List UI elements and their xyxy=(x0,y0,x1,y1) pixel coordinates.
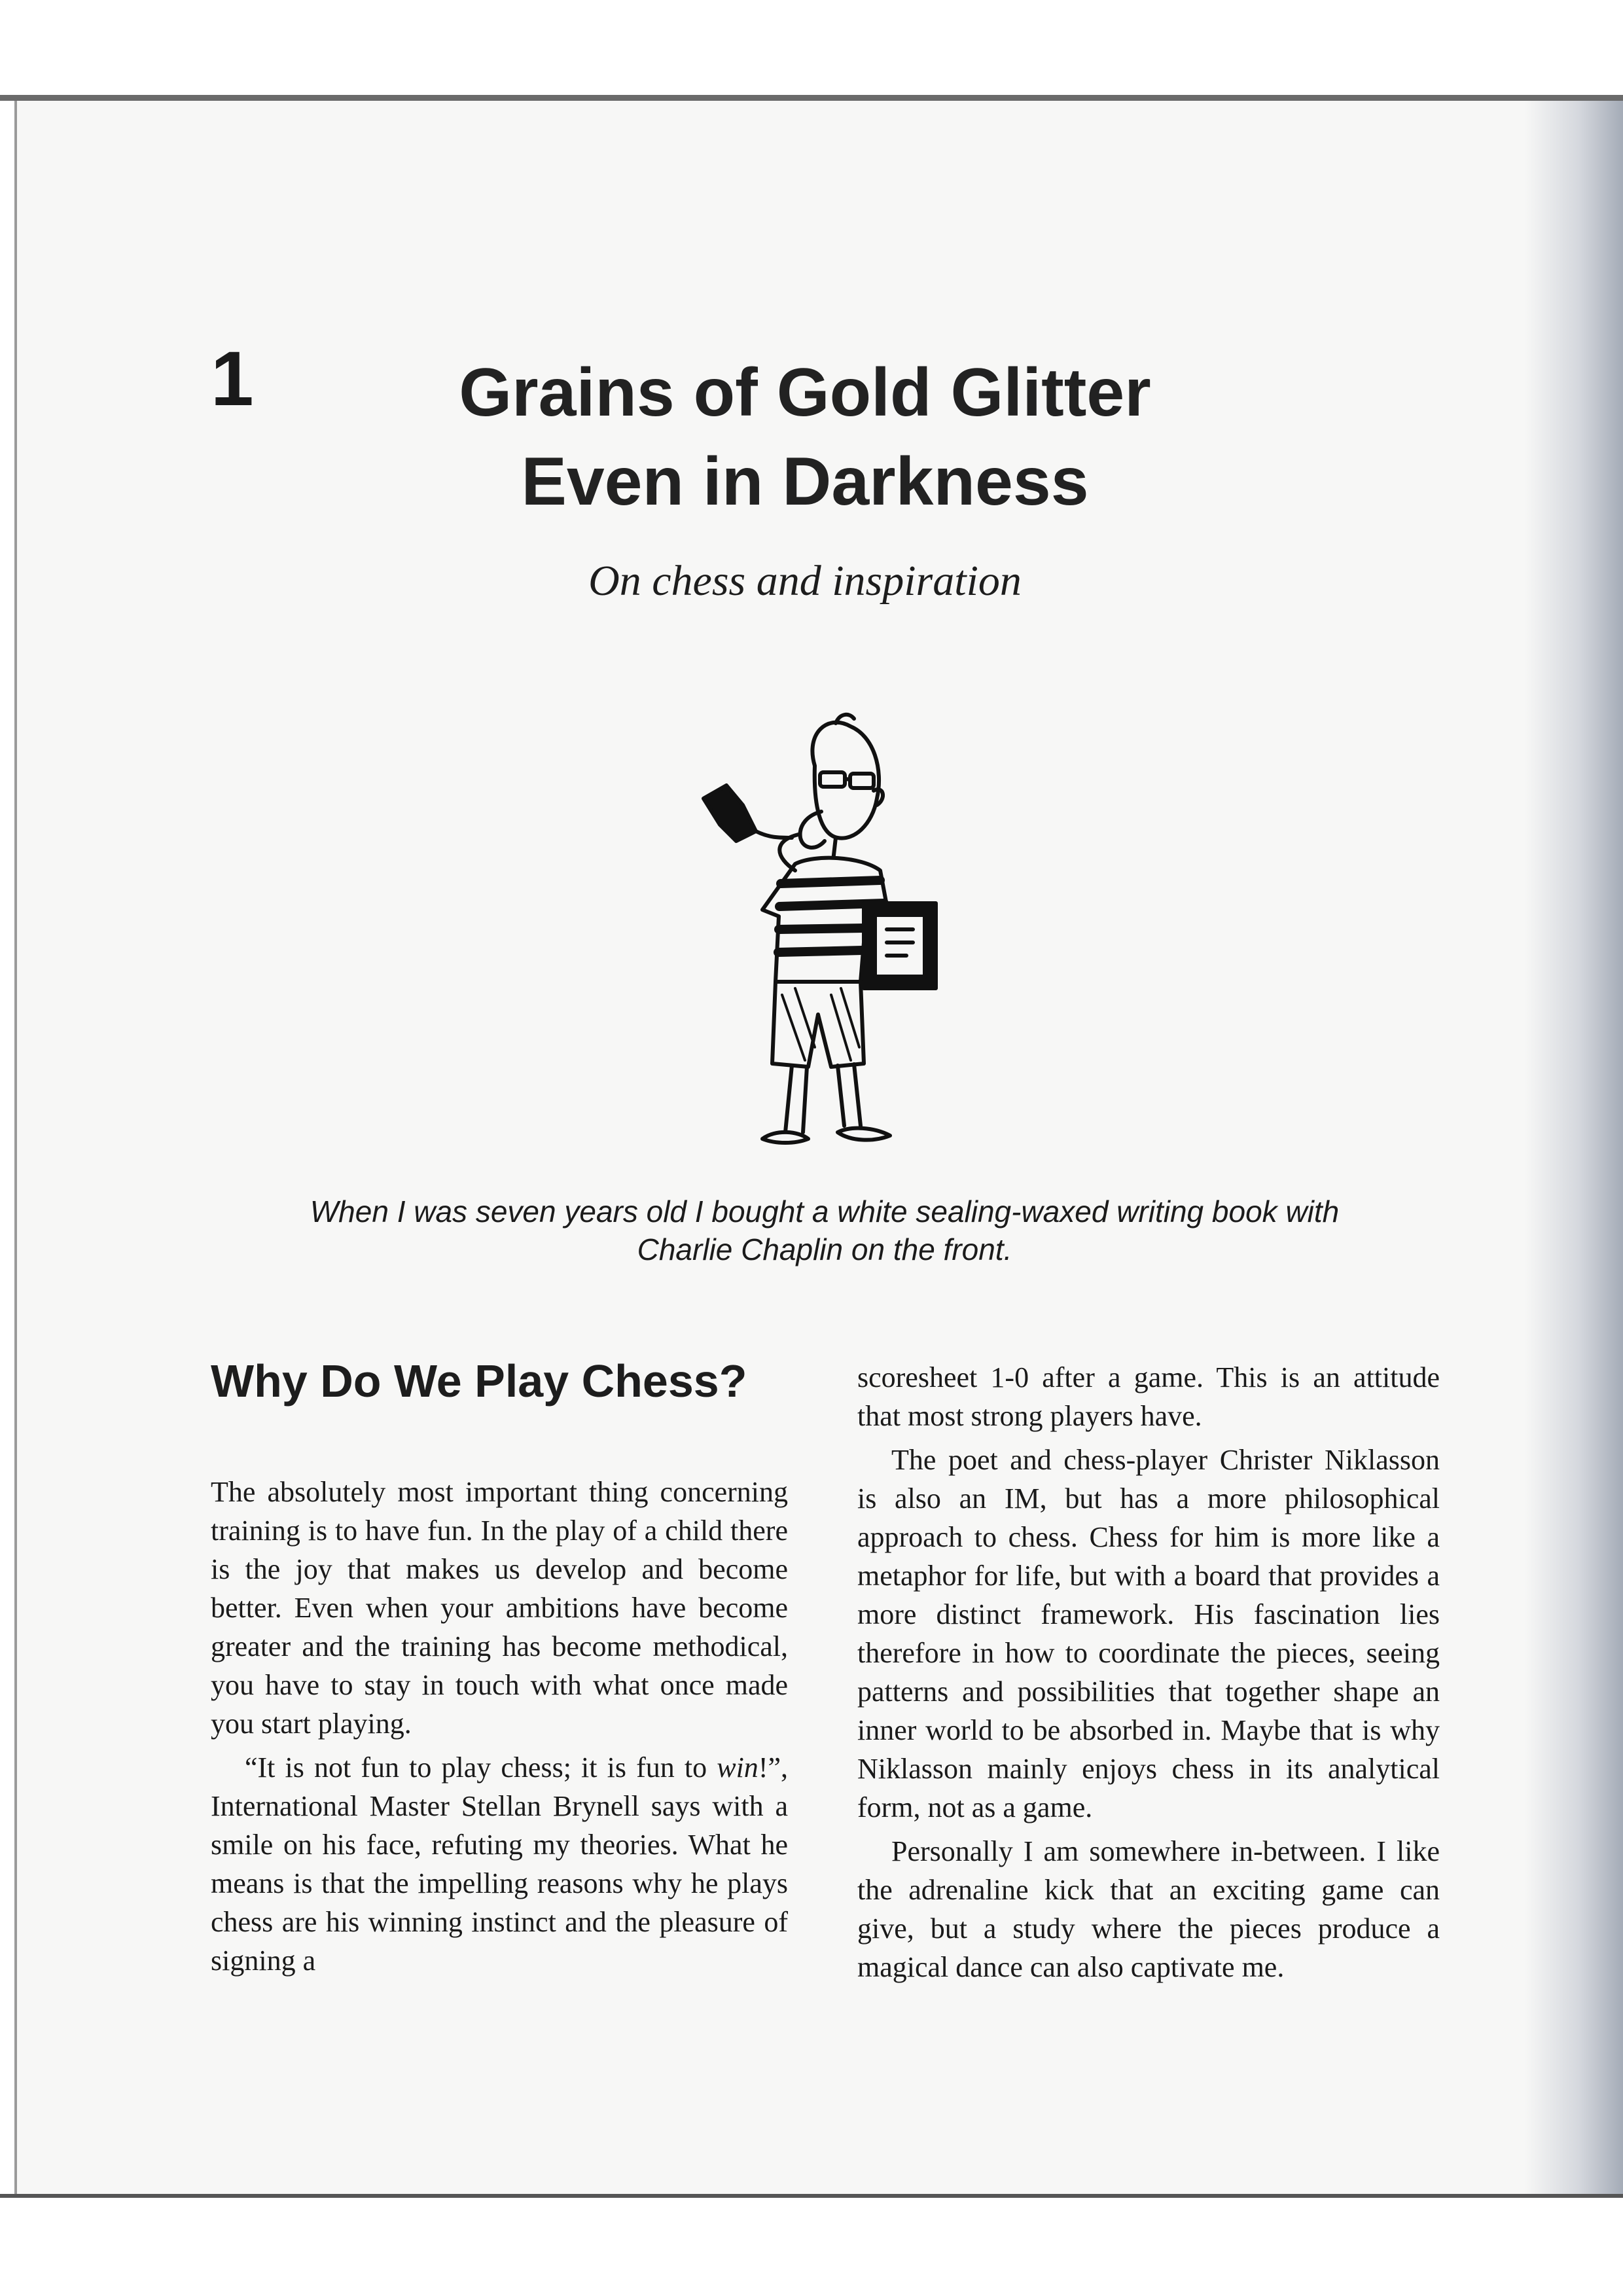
chapter-title xyxy=(393,348,1217,526)
left-text-column xyxy=(211,1473,788,1980)
quote-text: “It is not fun to play chess; it is fun to xyxy=(245,1751,717,1784)
chapter-title-line-2: Even in Darkness xyxy=(521,444,1089,520)
scan-bottom-margin xyxy=(0,2198,1623,2296)
figure-caption-line-1: When I was seven years old I bought a white sealing-waxed writing book with xyxy=(310,1194,1340,1229)
paragraph xyxy=(211,1748,788,1980)
paragraph: The absolutely most important thing concerning training is to have fun. In the play of a child there is the joy that makes us develop and become better. Even when your ambitions have become greater and the training has become methodical, you have to stay in touch with what once made you start playing. xyxy=(211,1476,788,1740)
figure-caption-line-2: Charlie Chaplin on the front. xyxy=(637,1232,1012,1266)
figure-caption xyxy=(249,1193,1400,1268)
chapter-number: 1 xyxy=(211,336,254,422)
page-gutter-shadow xyxy=(1525,101,1623,2195)
chapter-title-line-1: Grains of Gold Glitter xyxy=(459,355,1151,431)
paragraph: Personally I am somewhere in-between. I like the adrenaline kick that an exciting game can give, but a study where the pieces produce a magical dance can also captivate me. xyxy=(857,1835,1440,1983)
right-text-column xyxy=(857,1358,1440,1986)
section-heading: Why Do We Play Chess? xyxy=(211,1355,747,1407)
paragraph: The poet and chess-player Christer Niklasson is also an IM, but has a more philosophical approach to chess. Chess for him is more like a metaphor for life, but with a board that provides a more distinct framework. His fascination lies therefore in how to coordinate the pieces, seeing patterns and possibilities that together shape an inner world to be absorbed in. Maybe that is why Niklasson mainly enjoys chess in its analytical form, not as a game. xyxy=(857,1444,1440,1823)
scan-top-edge xyxy=(0,95,1623,101)
quote-continuation: !”, International Master Stellan Brynell says with a smile on his face, refuting my theories. What he means is that the impelling reasons why he plays chess are his winning instinct and the pleasure of signing a xyxy=(211,1751,788,1977)
emphasis-text: win xyxy=(717,1751,758,1784)
chapter-subtitle: On chess and inspiration xyxy=(588,557,1022,605)
chaplin-reader-illustration xyxy=(664,707,972,1165)
paragraph: scoresheet 1-0 after a game. This is an attitude that most strong players have. xyxy=(857,1361,1440,1432)
scan-top-margin xyxy=(0,0,1623,97)
